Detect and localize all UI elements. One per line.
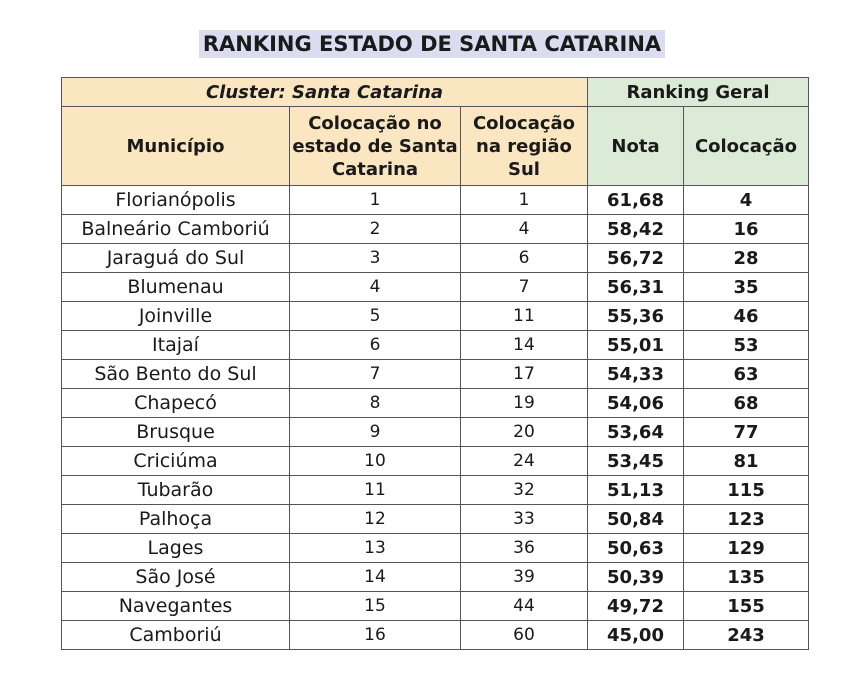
- col-header-regiao: Colocação na região Sul: [461, 107, 588, 186]
- cell-estado: 6: [290, 331, 461, 360]
- cell-nota: 45,00: [588, 621, 684, 650]
- table-row: [62, 621, 809, 650]
- cell-colocacao: 16: [684, 215, 809, 244]
- cell-estado: 3: [290, 244, 461, 273]
- cell-regiao: 19: [461, 389, 588, 418]
- cell-estado: 10: [290, 447, 461, 476]
- cell-municipio: Jaraguá do Sul: [62, 244, 290, 273]
- ranking-table: [61, 77, 809, 650]
- cell-nota: 50,39: [588, 563, 684, 592]
- col-header-colocacao: Colocação: [684, 107, 809, 186]
- table-row: [62, 476, 809, 505]
- cell-regiao: 39: [461, 563, 588, 592]
- cell-regiao: 20: [461, 418, 588, 447]
- cell-regiao: 33: [461, 505, 588, 534]
- ranking-geral-header: Ranking Geral: [588, 78, 809, 107]
- table-row: [62, 447, 809, 476]
- table-row: [62, 418, 809, 447]
- table-row: [62, 331, 809, 360]
- cell-estado: 9: [290, 418, 461, 447]
- cell-colocacao: 77: [684, 418, 809, 447]
- cell-regiao: 11: [461, 302, 588, 331]
- cell-municipio: Tubarão: [62, 476, 290, 505]
- table-body: [62, 186, 809, 650]
- cell-regiao: 60: [461, 621, 588, 650]
- col-header-estado: Colocação no estado de Santa Catarina: [290, 107, 461, 186]
- cell-regiao: 14: [461, 331, 588, 360]
- cell-estado: 13: [290, 534, 461, 563]
- cell-colocacao: 115: [684, 476, 809, 505]
- table-row: [62, 505, 809, 534]
- cell-municipio: Criciúma: [62, 447, 290, 476]
- cell-municipio: Joinville: [62, 302, 290, 331]
- cell-nota: 54,33: [588, 360, 684, 389]
- cell-nota: 49,72: [588, 592, 684, 621]
- cell-municipio: Balneário Camboriú: [62, 215, 290, 244]
- cell-nota: 50,63: [588, 534, 684, 563]
- cell-colocacao: 28: [684, 244, 809, 273]
- page-title: RANKING ESTADO DE SANTA CATARINA: [199, 30, 665, 58]
- cell-municipio: Brusque: [62, 418, 290, 447]
- cell-colocacao: 243: [684, 621, 809, 650]
- cell-nota: 50,84: [588, 505, 684, 534]
- cell-nota: 55,01: [588, 331, 684, 360]
- cell-colocacao: 46: [684, 302, 809, 331]
- cell-municipio: Navegantes: [62, 592, 290, 621]
- cell-estado: 16: [290, 621, 461, 650]
- cell-regiao: 17: [461, 360, 588, 389]
- cell-municipio: São Bento do Sul: [62, 360, 290, 389]
- cell-nota: 61,68: [588, 186, 684, 215]
- cell-regiao: 32: [461, 476, 588, 505]
- cell-regiao: 6: [461, 244, 588, 273]
- cell-colocacao: 68: [684, 389, 809, 418]
- table-row: [62, 592, 809, 621]
- cell-estado: 1: [290, 186, 461, 215]
- table-row: [62, 360, 809, 389]
- cell-regiao: 4: [461, 215, 588, 244]
- table-row: [62, 563, 809, 592]
- cell-colocacao: 4: [684, 186, 809, 215]
- table-row: [62, 244, 809, 273]
- cell-nota: 53,45: [588, 447, 684, 476]
- col-header-municipio: Município: [62, 107, 290, 186]
- cell-municipio: Florianópolis: [62, 186, 290, 215]
- cell-estado: 8: [290, 389, 461, 418]
- cell-estado: 12: [290, 505, 461, 534]
- table-row: [62, 186, 809, 215]
- cell-nota: 56,72: [588, 244, 684, 273]
- cell-estado: 2: [290, 215, 461, 244]
- cell-municipio: Itajaí: [62, 331, 290, 360]
- cell-colocacao: 63: [684, 360, 809, 389]
- cell-estado: 4: [290, 273, 461, 302]
- cell-nota: 58,42: [588, 215, 684, 244]
- cell-nota: 54,06: [588, 389, 684, 418]
- table-row: [62, 389, 809, 418]
- cell-municipio: Blumenau: [62, 273, 290, 302]
- cell-nota: 55,36: [588, 302, 684, 331]
- table-row: [62, 534, 809, 563]
- cell-estado: 15: [290, 592, 461, 621]
- cell-colocacao: 35: [684, 273, 809, 302]
- title-wrapper: [0, 30, 864, 58]
- cell-colocacao: 53: [684, 331, 809, 360]
- cell-estado: 14: [290, 563, 461, 592]
- cell-regiao: 36: [461, 534, 588, 563]
- cell-nota: 51,13: [588, 476, 684, 505]
- cell-nota: 53,64: [588, 418, 684, 447]
- cell-municipio: São José: [62, 563, 290, 592]
- cell-colocacao: 155: [684, 592, 809, 621]
- header-row-top: [62, 78, 809, 107]
- cell-nota: 56,31: [588, 273, 684, 302]
- table-row: [62, 273, 809, 302]
- cell-colocacao: 129: [684, 534, 809, 563]
- cell-estado: 5: [290, 302, 461, 331]
- header-row-columns: [62, 107, 809, 186]
- cell-municipio: Camboriú: [62, 621, 290, 650]
- table-row: [62, 302, 809, 331]
- cell-estado: 7: [290, 360, 461, 389]
- cell-regiao: 1: [461, 186, 588, 215]
- cell-municipio: Palhoça: [62, 505, 290, 534]
- cell-colocacao: 123: [684, 505, 809, 534]
- cell-municipio: Chapecó: [62, 389, 290, 418]
- cell-municipio: Lages: [62, 534, 290, 563]
- cell-regiao: 44: [461, 592, 588, 621]
- cell-regiao: 24: [461, 447, 588, 476]
- cluster-header: Cluster: Santa Catarina: [62, 78, 588, 107]
- col-header-nota: Nota: [588, 107, 684, 186]
- cell-regiao: 7: [461, 273, 588, 302]
- cell-estado: 11: [290, 476, 461, 505]
- table-row: [62, 215, 809, 244]
- cell-colocacao: 81: [684, 447, 809, 476]
- cell-colocacao: 135: [684, 563, 809, 592]
